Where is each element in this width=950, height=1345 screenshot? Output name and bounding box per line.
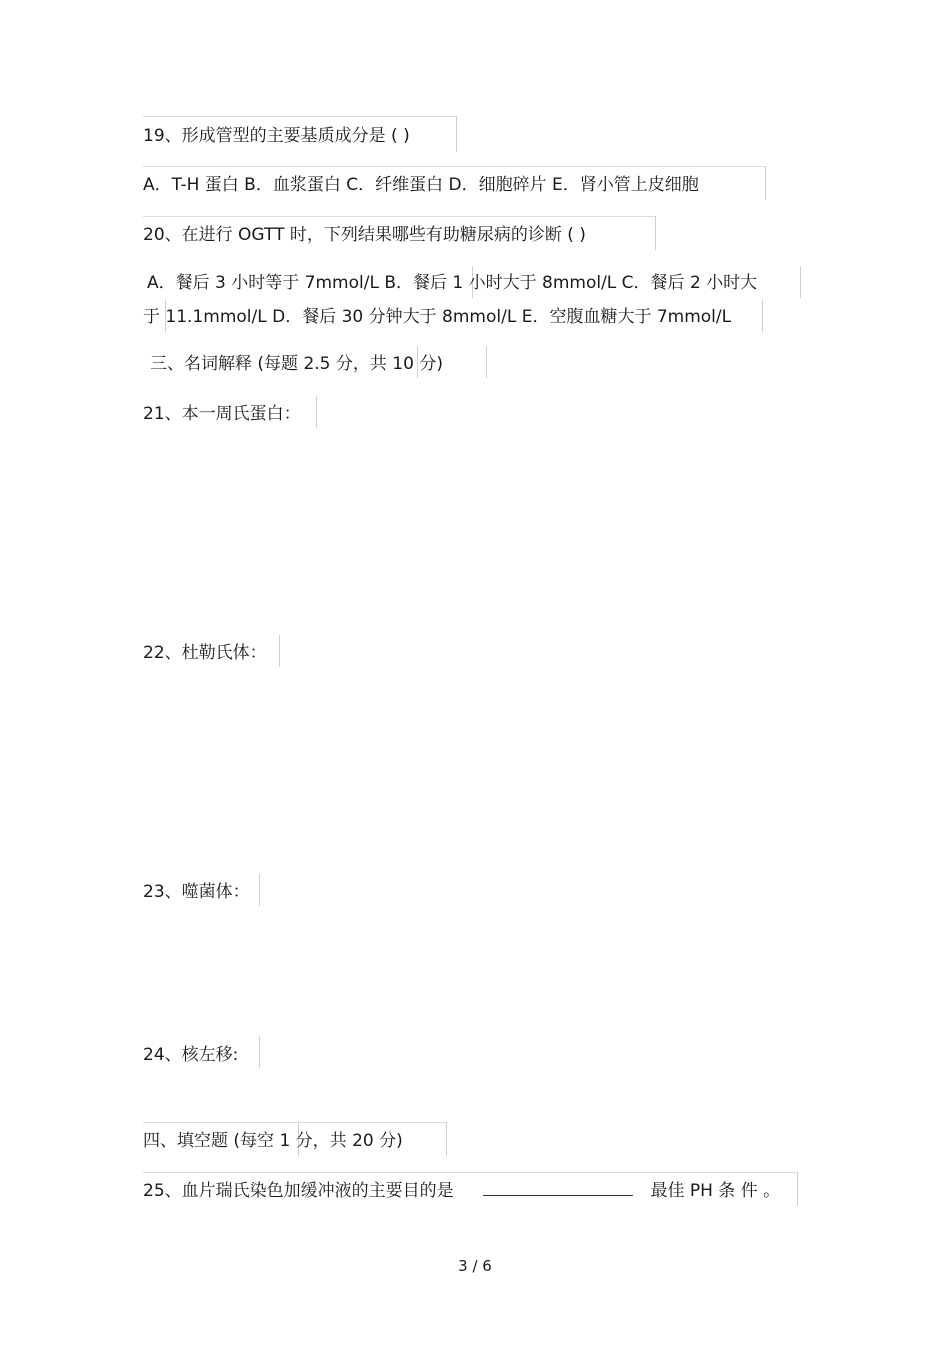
question-23-stem: 23、噬菌体： (143, 882, 250, 902)
question-20-stem: 20、在进行 OGTT 时，下列结果哪些有助糖尿病的诊断 ( ) (143, 225, 586, 245)
scan-rule (486, 346, 487, 378)
question-24-stem: 24、核左移: (143, 1045, 239, 1065)
scan-rule (446, 1122, 447, 1156)
scan-rule (456, 116, 457, 152)
answer-blank[interactable] (483, 1179, 633, 1196)
scan-rule (279, 635, 280, 667)
scan-rule (143, 1122, 446, 1123)
scan-rule (655, 216, 656, 250)
question-19-stem: 19、形成管型的主要基质成分是 ( ) (143, 126, 410, 146)
scan-rule (765, 166, 766, 200)
question-21-stem: 21、本一周氏蛋白： (143, 404, 301, 424)
question-19-options: A．T-H 蛋白 B．血浆蛋白 C．纤维蛋白 D．细胞碎片 E．肾小管上皮细胞 (143, 175, 699, 195)
question-25 (143, 1179, 780, 1203)
section-3-title: 三、名词解释 (每题 2.5 分，共 10 分) (150, 354, 443, 374)
scan-rule (316, 396, 317, 428)
scan-rule (797, 1172, 798, 1206)
scan-rule (800, 266, 801, 298)
scan-rule (762, 300, 763, 332)
scan-rule (143, 1172, 797, 1173)
scan-rule (143, 216, 655, 217)
scan-rule (143, 166, 765, 167)
section-4-title: 四、填空题 (每空 1 分，共 20 分) (143, 1131, 403, 1151)
scan-rule (259, 874, 260, 906)
scan-rule (143, 116, 456, 117)
question-25-text-before: 25、血片瑞氏染色加缓冲液的主要目的是 (143, 1181, 454, 1201)
question-20-options-line1: A．餐后 3 小时等于 7mmol/L B．餐后 1 小时大于 8mmol/L C．餐后 2 小时大 (147, 273, 758, 293)
question-25-text-after: 最佳 PH 条 件 。 (650, 1181, 781, 1201)
scan-rule (259, 1036, 260, 1068)
page-number: 3 / 6 (458, 1257, 492, 1275)
question-20-options-line2: 于 11.1mmol/L D．餐后 30 分钟大于 8mmol/L E．空腹血糖大于 7mmol/L (143, 307, 732, 327)
question-22-stem: 22、杜勒氏体： (143, 643, 267, 663)
